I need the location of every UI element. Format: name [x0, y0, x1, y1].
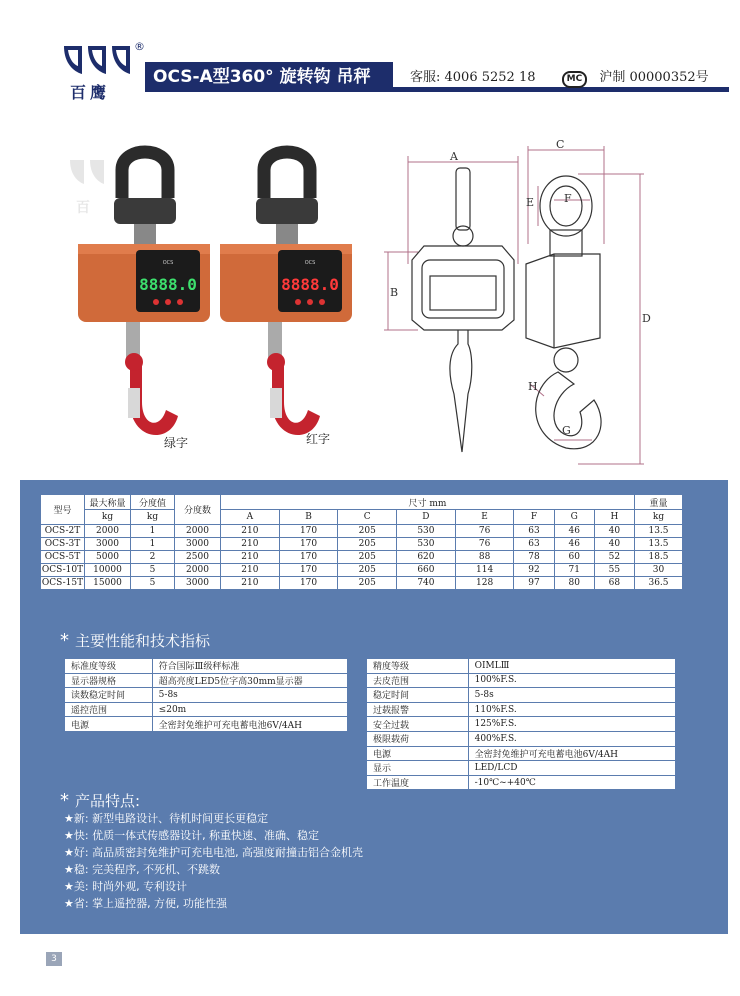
spec-table-cell: 46 [554, 525, 594, 538]
performance-value: 125%F.S. [468, 717, 675, 732]
mc-certification-icon: MC [562, 71, 588, 88]
green-display-label: 绿字 [164, 436, 189, 450]
spec-table-cell: 18.5 [635, 551, 683, 564]
red-display-label: 红字 [306, 432, 331, 446]
spec-table-cell: 71 [554, 564, 594, 577]
spec-table-cell: 170 [279, 525, 338, 538]
performance-label: 过载报警 [367, 702, 469, 717]
dim-label-f: F [564, 192, 572, 205]
performance-row [367, 746, 676, 761]
performance-row [367, 659, 676, 674]
brand-name: 百鹰 [70, 83, 111, 102]
spec-table-cell: 63 [514, 525, 554, 538]
spec-table-cell: 170 [279, 538, 338, 551]
spec-table-cell: 1 [131, 525, 175, 538]
svg-text:OCS: OCS [162, 260, 174, 266]
header-weight: 重量 [635, 495, 683, 510]
spec-table-cell: 210 [221, 538, 280, 551]
feature-item: ★快: 优质一体式传感器设计, 称重快速、准确、稳定 [64, 829, 320, 842]
spec-table-cell: 170 [279, 564, 338, 577]
spec-table-cell: 2000 [175, 525, 221, 538]
crane-scale-green-photo [70, 140, 220, 470]
header-dimensions: 尺寸 mm [221, 495, 635, 510]
spec-table-cell: 97 [514, 577, 554, 590]
spec-table-cell: 740 [397, 577, 456, 590]
spec-table-row [41, 564, 683, 577]
spec-table-cell: 10000 [85, 564, 131, 577]
spec-table-cell: 76 [455, 538, 514, 551]
service-hotline: 客服: 4006 5252 18 [410, 70, 536, 85]
spec-table-cell: 80 [554, 577, 594, 590]
header-max-load: 最大称量 [85, 495, 131, 510]
spec-table-cell: OCS-2T [41, 525, 85, 538]
dimension-drawing [378, 134, 658, 474]
spec-table-cell: 3000 [85, 538, 131, 551]
spec-table-cell: 40 [594, 525, 634, 538]
spec-table-cell: 60 [554, 551, 594, 564]
svg-text:OCS: OCS [304, 260, 316, 266]
spec-table-cell: 205 [338, 538, 397, 551]
spec-table-cell: 114 [455, 564, 514, 577]
spec-table-cell: 1 [131, 538, 175, 551]
feature-item: ★美: 时尚外观, 专利设计 [64, 880, 188, 893]
performance-row [65, 688, 348, 703]
performance-value: ≤20m [152, 702, 347, 717]
spec-table-cell: 620 [397, 551, 456, 564]
spec-table-cell: 5 [131, 577, 175, 590]
performance-table-right [366, 658, 676, 790]
performance-value: 超高亮度LED5位字高30mm显示器 [152, 673, 347, 688]
spec-table-cell: OCS-3T [41, 538, 85, 551]
spec-table-cell: 210 [221, 564, 280, 577]
dim-label-b: B [390, 286, 399, 299]
performance-value: LED/LCD [468, 761, 675, 776]
spec-table-cell: 205 [338, 564, 397, 577]
performance-row [65, 702, 348, 717]
spec-table-cell: 46 [554, 538, 594, 551]
spec-table-cell: 63 [514, 538, 554, 551]
registered-mark: ® [134, 40, 145, 53]
svg-text:8888.0: 8888.0 [281, 275, 339, 294]
performance-label: 工作温度 [367, 775, 469, 790]
spec-table-cell: 2000 [175, 564, 221, 577]
performance-value: 全密封免维护可充电蓄电池6V/4AH [468, 746, 675, 761]
performance-label: 遥控范围 [65, 702, 153, 717]
spec-table-cell: 2000 [85, 525, 131, 538]
spec-table-cell: 170 [279, 577, 338, 590]
performance-label: 电源 [367, 746, 469, 761]
spec-table-cell: 2500 [175, 551, 221, 564]
svg-text:百: 百 [76, 200, 90, 216]
performance-label: 电源 [65, 717, 153, 732]
spec-table-cell: 52 [594, 551, 634, 564]
dim-label-g: G [562, 424, 571, 437]
performance-row [367, 688, 676, 703]
performance-value: OIMLⅢ [468, 659, 675, 674]
dim-label-c: C [556, 138, 565, 151]
spec-table [40, 494, 683, 590]
performance-value: 400%F.S. [468, 731, 675, 746]
header-division: 分度值 [131, 495, 175, 510]
spec-table-cell: 55 [594, 564, 634, 577]
feature-item: ★省: 掌上遥控器, 方便, 功能性强 [64, 897, 228, 910]
spec-table-subheader-row [41, 510, 683, 525]
header-contact [410, 66, 709, 88]
spec-table-cell: 2 [131, 551, 175, 564]
header-max-load-unit: kg [85, 510, 131, 525]
spec-table-row [41, 538, 683, 551]
spec-table-cell: 5 [131, 564, 175, 577]
features-list [64, 810, 363, 912]
header-dim-h: H [594, 510, 634, 525]
spec-table-row [41, 525, 683, 538]
spec-table-cell: 530 [397, 538, 456, 551]
spec-table-cell: 15000 [85, 577, 131, 590]
spec-table-cell: 88 [455, 551, 514, 564]
performance-label: 安全过载 [367, 717, 469, 732]
dim-label-a: A [450, 150, 458, 163]
feature-item: ★新: 新型电路设计、待机时间更长更稳定 [64, 812, 269, 825]
performance-value: 110%F.S. [468, 702, 675, 717]
performance-label: 极限载荷 [367, 731, 469, 746]
feature-item: ★稳: 完美程序, 不死机、不跳数 [64, 863, 221, 876]
header-divisions: 分度数 [175, 495, 221, 525]
header-model: 型号 [41, 495, 85, 525]
performance-row [65, 659, 348, 674]
performance-row [367, 717, 676, 732]
header-dim-a: A [221, 510, 280, 525]
spec-table-cell: OCS-10T [41, 565, 84, 575]
performance-value: -10℃~+40℃ [468, 775, 675, 790]
performance-row [367, 702, 676, 717]
performance-label: 稳定时间 [367, 688, 469, 703]
spec-table-cell: 210 [221, 551, 280, 564]
spec-table-cell: 78 [514, 551, 554, 564]
header-dim-e: E [455, 510, 514, 525]
spec-table-cell: 205 [338, 525, 397, 538]
performance-row [367, 775, 676, 790]
manufacturing-license: 沪制 00000352号 [599, 70, 709, 85]
spec-table-header-row [41, 495, 683, 510]
performance-value: 100%F.S. [468, 673, 675, 688]
performance-label: 显示器规格 [65, 673, 153, 688]
spec-table-cell: 128 [455, 577, 514, 590]
performance-label: 去皮范围 [367, 673, 469, 688]
performance-table-left [64, 658, 348, 732]
dim-label-d: D [642, 312, 651, 325]
performance-value: 5-8s [152, 688, 347, 703]
performance-label: 精度等级 [367, 659, 469, 674]
spec-table-row [41, 577, 683, 590]
spec-table-cell: 530 [397, 525, 456, 538]
spec-table-cell: 40 [594, 538, 634, 551]
spec-table-cell: 13.5 [635, 525, 683, 538]
spec-table-cell: 92 [514, 564, 554, 577]
header-dim-d: D [397, 510, 456, 525]
spec-table-cell: 13.5 [635, 538, 683, 551]
dim-label-e: E [526, 196, 535, 209]
spec-table-cell: 170 [279, 551, 338, 564]
page-number: 3 [46, 952, 62, 966]
performance-row [367, 761, 676, 776]
spec-table-cell: 3000 [175, 538, 221, 551]
performance-row [367, 673, 676, 688]
header-division-unit: kg [131, 510, 175, 525]
spec-table-cell: 5000 [85, 551, 131, 564]
feature-item: ★好: 高品质密封免维护可充电电池, 高强度耐撞击铝合金机壳 [64, 846, 364, 859]
spec-table-cell: 210 [221, 577, 280, 590]
performance-row [65, 717, 348, 732]
spec-table-cell: 68 [594, 577, 634, 590]
header-weight-unit: kg [635, 510, 683, 525]
spec-table-cell: 30 [635, 564, 683, 577]
spec-table-cell: 210 [221, 525, 280, 538]
spec-table-cell: 205 [338, 577, 397, 590]
spec-table-cell: 660 [397, 564, 456, 577]
header-dim-f: F [514, 510, 554, 525]
performance-row [367, 731, 676, 746]
dim-label-h: H [528, 380, 538, 393]
spec-table-cell: 3000 [175, 577, 221, 590]
spec-table-row [41, 551, 683, 564]
page-title: OCS-A型360° 旋转钩 吊秤 [145, 62, 393, 92]
spec-table-cell: OCS-15T [41, 578, 84, 588]
header-dim-c: C [338, 510, 397, 525]
performance-label: 读数稳定时间 [65, 688, 153, 703]
performance-value: 5-8s [468, 688, 675, 703]
spec-table-cell: 36.5 [635, 577, 683, 590]
performance-title: * 主要性能和技术指标 [60, 630, 211, 651]
svg-text:8888.0: 8888.0 [139, 275, 197, 294]
crane-scale-red-photo [212, 140, 362, 470]
performance-label: 标准度等级 [65, 659, 153, 674]
spec-table-cell: 205 [338, 551, 397, 564]
header-dim-g: G [554, 510, 594, 525]
header-dim-b: B [279, 510, 338, 525]
performance-value: 符合国际Ⅲ级秤标准 [152, 659, 347, 674]
performance-value: 全密封免维护可充电蓄电池6V/4AH [152, 717, 347, 732]
spec-table-cell: 76 [455, 525, 514, 538]
spec-table-cell: OCS-5T [41, 551, 85, 564]
performance-label: 显示 [367, 761, 469, 776]
features-title: * 产品特点: [60, 790, 141, 811]
performance-row [65, 673, 348, 688]
